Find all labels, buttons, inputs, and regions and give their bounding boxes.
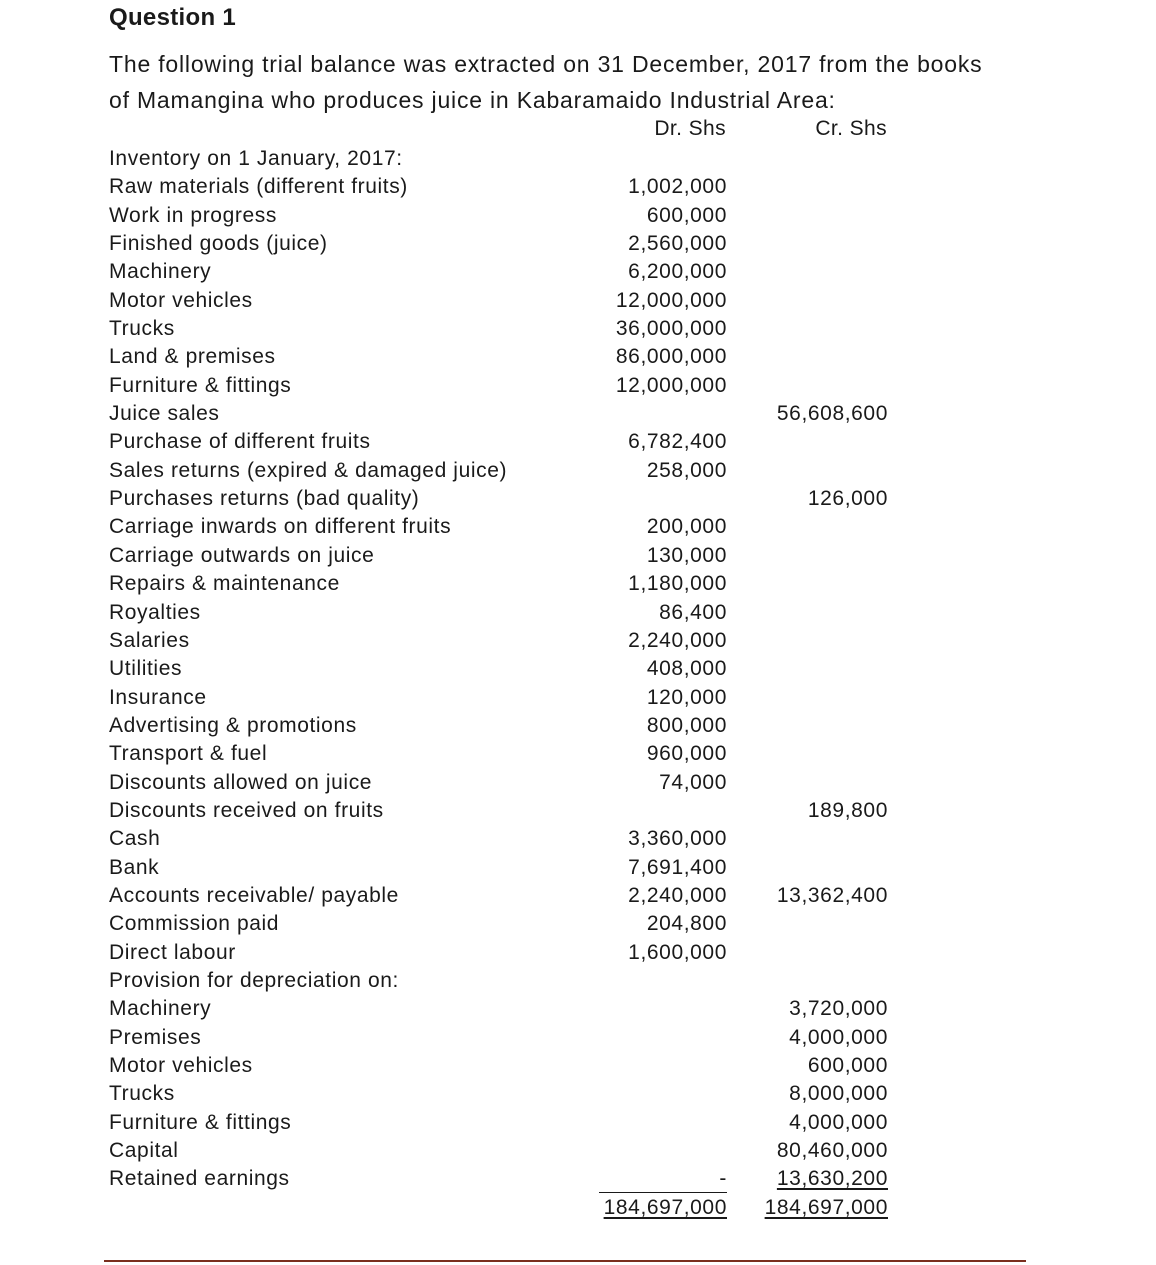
row-label: Premises <box>109 1025 202 1049</box>
row-label: Commission paid <box>109 912 280 936</box>
row-label: Discounts received on fruits <box>109 798 384 822</box>
row-label: Royalties <box>109 600 201 624</box>
dr-amount: 800,000 <box>646 713 727 737</box>
table-row <box>109 1110 889 1138</box>
table-row <box>109 883 889 911</box>
table-row <box>109 685 889 713</box>
row-label: Sales returns (expired & damaged juice) <box>109 458 508 482</box>
row-label: Finished goods (juice) <box>109 232 328 256</box>
row-label: Cash <box>109 827 161 851</box>
dr-amount: 6,782,400 <box>628 430 727 454</box>
cr-amount: 4,000,000 <box>789 1025 888 1049</box>
cr-amount: 126,000 <box>807 487 888 511</box>
dr-amount: 74,000 <box>659 770 727 794</box>
dr-amount: 200,000 <box>646 515 727 539</box>
dr-amount: 6,200,000 <box>628 260 727 284</box>
cr-amount: 13,362,400 <box>776 883 888 907</box>
row-label: Trucks <box>109 1082 175 1106</box>
dr-amount: 7,691,400 <box>628 855 727 879</box>
table-row <box>109 741 889 769</box>
row-label: Discounts allowed on juice <box>109 770 373 794</box>
row-label: Motor vehicles <box>109 288 253 312</box>
cr-amount: 4,000,000 <box>789 1110 888 1134</box>
table-row <box>109 855 889 883</box>
row-label: Provision for depreciation on: <box>109 968 399 992</box>
dr-amount: 3,360,000 <box>628 827 727 851</box>
table-row <box>109 288 889 316</box>
question-heading: Question 1 <box>109 4 237 31</box>
table-row <box>109 203 889 231</box>
table-row <box>109 911 889 939</box>
dr-amount: 130,000 <box>646 543 727 567</box>
row-label: Transport & fuel <box>109 742 268 766</box>
table-row <box>109 798 889 826</box>
table-row <box>109 514 889 542</box>
table-row <box>109 543 889 571</box>
row-label: Furniture & fittings <box>109 373 292 397</box>
table-row <box>109 713 889 741</box>
table-row <box>109 571 889 599</box>
table-row <box>109 429 889 457</box>
table-row <box>109 259 889 287</box>
table-row <box>109 1166 889 1194</box>
totals-row <box>109 1195 889 1223</box>
row-label: Inventory on 1 January, 2017: <box>109 147 403 170</box>
row-label: Advertising & promotions <box>109 713 357 737</box>
cr-column-header: Cr. Shs <box>815 117 887 140</box>
table-row <box>109 600 889 628</box>
row-label: Salaries <box>109 628 190 652</box>
table-row <box>109 1138 889 1166</box>
table-row <box>109 231 889 259</box>
table-row <box>109 316 889 344</box>
dr-amount: 86,400 <box>659 600 727 624</box>
intro-line-2: of Mamangina who produces juice in Kabaramaido Industrial Area: <box>109 87 836 113</box>
trial-balance-table <box>109 146 889 1223</box>
cr-total: 184,697,000 <box>764 1195 888 1219</box>
table-row <box>109 770 889 798</box>
row-label: Capital <box>109 1139 179 1163</box>
question-intro <box>109 46 1049 118</box>
table-row <box>109 1025 889 1053</box>
row-label: Trucks <box>109 317 175 341</box>
row-label: Insurance <box>109 685 207 709</box>
row-label: Utilities <box>109 657 183 681</box>
table-row <box>109 968 889 996</box>
row-label: Retained earnings <box>109 1167 290 1191</box>
cr-amount: 13,630,200 <box>776 1167 888 1191</box>
table-row <box>109 1081 889 1109</box>
row-label: Purchases returns (bad quality) <box>109 487 420 511</box>
dr-amount: 2,240,000 <box>628 883 727 907</box>
table-row <box>109 373 889 401</box>
row-label: Machinery <box>109 260 212 284</box>
row-label: Motor vehicles <box>109 1054 253 1077</box>
row-label: Repairs & maintenance <box>109 572 340 596</box>
dr-subtotal-rule <box>599 1192 727 1193</box>
dr-amount: 120,000 <box>646 685 727 709</box>
row-label: Accounts receivable/ payable <box>109 883 399 907</box>
table-row <box>109 401 889 429</box>
dr-amount: 36,000,000 <box>615 317 727 341</box>
row-label: Carriage outwards on juice <box>109 543 375 567</box>
cr-amount: 8,000,000 <box>789 1082 888 1106</box>
row-label: Direct labour <box>109 940 236 964</box>
row-label: Purchase of different fruits <box>109 430 371 454</box>
cr-amount: 3,720,000 <box>789 997 888 1021</box>
table-row <box>109 996 889 1024</box>
row-label: Bank <box>109 855 160 879</box>
row-label: Juice sales <box>109 402 220 426</box>
dr-amount: 2,560,000 <box>628 232 727 256</box>
dr-amount: 258,000 <box>646 458 727 482</box>
table-row <box>109 826 889 854</box>
cr-amount: 56,608,600 <box>776 402 888 426</box>
dr-amount: 1,002,000 <box>628 175 727 199</box>
table-row <box>109 1053 889 1081</box>
table-row <box>109 628 889 656</box>
dr-column-header: Dr. Shs <box>654 117 726 140</box>
dr-total: 184,697,000 <box>603 1195 727 1219</box>
dr-amount: - <box>719 1167 727 1191</box>
dr-amount: 1,180,000 <box>628 572 727 596</box>
row-label: Carriage inwards on different fruits <box>109 515 452 539</box>
dr-amount: 2,240,000 <box>628 628 727 652</box>
row-label: Furniture & fittings <box>109 1110 292 1134</box>
row-label: Machinery <box>109 997 212 1021</box>
cr-amount: 189,800 <box>807 798 888 822</box>
table-row <box>109 656 889 684</box>
dr-amount: 12,000,000 <box>615 373 727 397</box>
table-row <box>109 344 889 372</box>
table-row <box>109 174 889 202</box>
row-label: Land & premises <box>109 345 276 369</box>
row-label: Work in progress <box>109 203 277 227</box>
intro-line-1: The following trial balance was extracted on 31 December, 2017 from the books <box>109 51 983 77</box>
cr-amount: 80,460,000 <box>776 1139 888 1163</box>
table-row <box>109 486 889 514</box>
bottom-divider <box>104 1260 1026 1262</box>
row-label: Raw materials (different fruits) <box>109 175 408 199</box>
dr-amount: 204,800 <box>646 912 727 936</box>
dr-amount: 600,000 <box>646 203 727 227</box>
table-row <box>109 146 889 174</box>
dr-amount: 12,000,000 <box>615 288 727 312</box>
table-row <box>109 940 889 968</box>
dr-amount: 408,000 <box>646 657 727 681</box>
dr-amount: 1,600,000 <box>628 940 727 964</box>
table-row <box>109 458 889 486</box>
dr-amount: 960,000 <box>646 742 727 766</box>
cr-amount: 600,000 <box>807 1054 888 1077</box>
dr-amount: 86,000,000 <box>615 345 727 369</box>
